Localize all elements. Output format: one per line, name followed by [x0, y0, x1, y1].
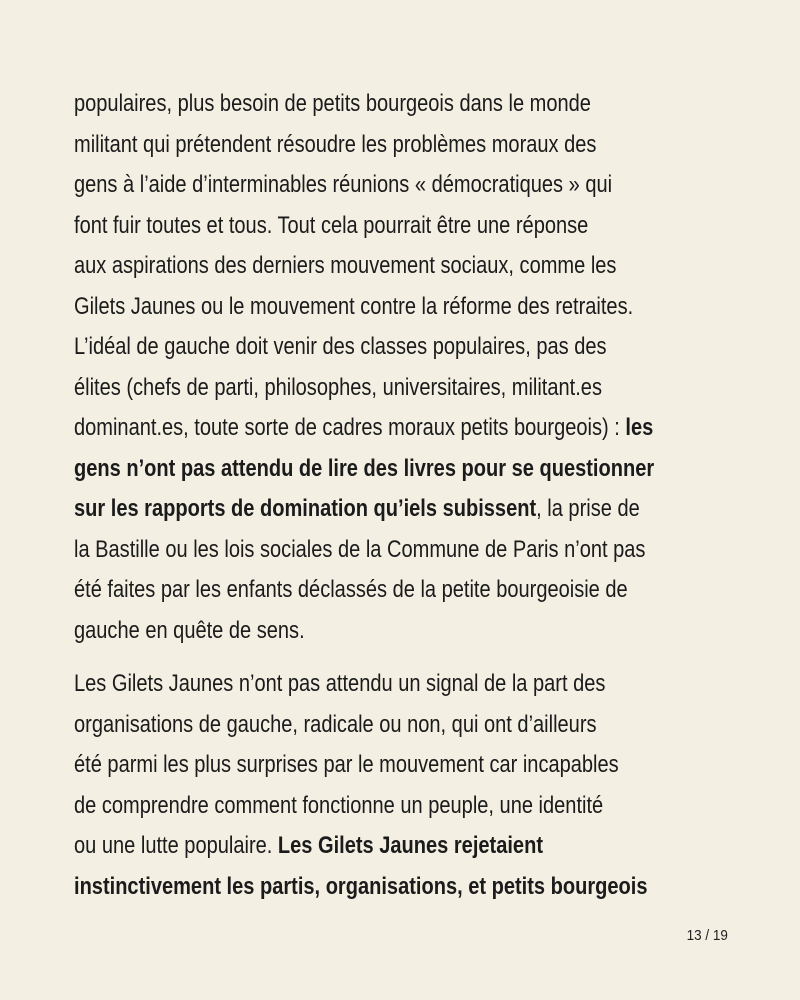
bold-text: les — [625, 414, 654, 441]
text-line — [74, 826, 659, 867]
text-segment: , la prise de — [536, 495, 640, 522]
text-segment: gens à l’aide d’interminables réunions « démocratiques » qui — [74, 171, 613, 198]
text-segment: populaires, plus besoin de petits bourgeois dans le monde — [74, 90, 591, 117]
text-line — [74, 206, 659, 247]
text-line — [74, 327, 659, 368]
bold-text: sur les rapports de domination qu’iels subissent — [74, 495, 537, 522]
text-segment: Gilets Jaunes ou le mouvement contre la réforme des retraites. — [74, 292, 634, 320]
text-segment: militant qui prétendent résoudre les problèmes moraux des — [74, 130, 597, 158]
text-segment: élites (chefs de parti, philosophes, universitaires, militant.es — [74, 373, 602, 401]
text-segment: font fuir toutes et tous. Tout cela pourrait être une réponse — [74, 211, 589, 239]
text-line — [74, 246, 659, 287]
bold-text: Les Gilets Jaunes rejetaient — [277, 832, 543, 859]
text-segment: de comprendre comment fonctionne un peuple, une identité — [74, 791, 604, 819]
text-segment: été parmi les plus surprises par le mouvement car incapables — [74, 751, 619, 778]
text-segment: aux aspirations des derniers mouvement sociaux, comme les — [74, 252, 617, 279]
text-segment: été faites par les enfants déclassés de la petite bourgeoisie de — [74, 576, 628, 603]
text-segment: organisations de gauche, radicale ou non, qui ont d’ailleurs — [74, 710, 597, 738]
text-segment: la Bastille ou les lois sociales de la Commune de Paris n’ont pas — [74, 535, 646, 563]
text-line — [74, 165, 659, 206]
text-line — [74, 705, 659, 746]
text-segment: dominant.es, toute sorte de cadres moraux petits bourgeois) : — [74, 414, 626, 441]
text-segment: L’idéal de gauche doit venir des classes populaires, pas des — [74, 333, 607, 360]
bold-text: gens n’ont pas attendu de lire des livres pour se questionner — [74, 454, 655, 482]
text-line — [74, 368, 659, 409]
bold-text: instinctivement les partis, organisations, et petits bourgeois — [74, 872, 648, 900]
text-line — [74, 664, 659, 705]
text-line — [74, 570, 659, 611]
text-line — [74, 489, 659, 530]
text-line — [74, 408, 659, 449]
text-line — [74, 287, 659, 328]
text-line — [74, 611, 659, 652]
page-number: 13 / 19 — [686, 927, 728, 944]
text-line — [74, 867, 659, 908]
text-line — [74, 786, 659, 827]
body-text — [74, 84, 774, 920]
text-line — [74, 84, 659, 125]
text-line — [74, 745, 659, 786]
paragraph — [74, 664, 774, 907]
text-segment: gauche en quête de sens. — [74, 616, 305, 644]
text-segment: ou une lutte populaire. — [74, 832, 278, 859]
text-line — [74, 449, 659, 490]
text-segment: Les Gilets Jaunes n’ont pas attendu un signal de la part des — [74, 670, 606, 697]
text-line — [74, 530, 659, 571]
text-line — [74, 125, 659, 166]
paragraph — [74, 84, 774, 651]
